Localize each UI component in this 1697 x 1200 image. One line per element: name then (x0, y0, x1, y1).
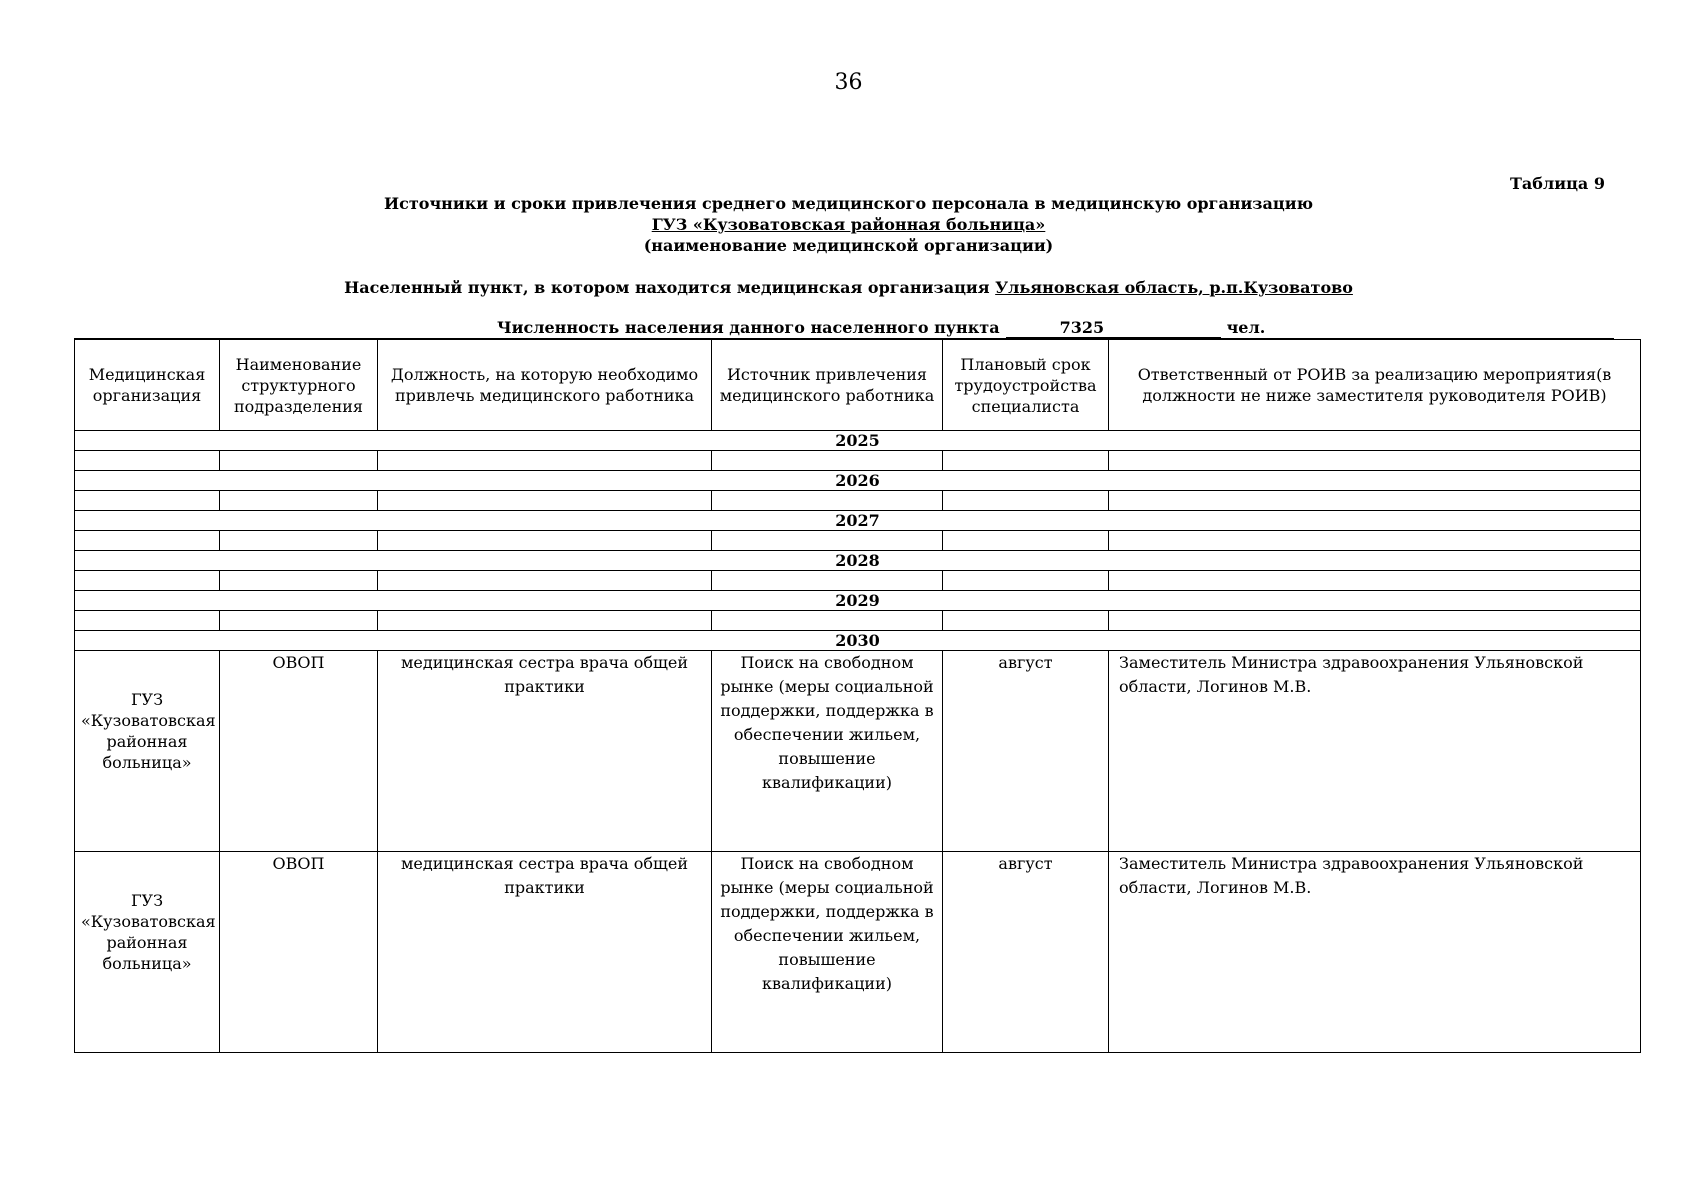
empty-cell (712, 611, 943, 631)
year-row (75, 551, 1641, 571)
title-line: Источники и сроки привлечения среднего медицинского персонала в медицинскую организацию (384, 194, 1313, 213)
cell-term: август (943, 651, 1109, 852)
empty-cell (1109, 491, 1641, 511)
empty-cell (1109, 531, 1641, 551)
empty-row (75, 451, 1641, 471)
location-line (0, 278, 1697, 297)
year-label: 2029 (75, 591, 1641, 611)
empty-cell (943, 571, 1109, 591)
population-label: Численность населения данного населенного пункта (497, 318, 1000, 337)
year-row (75, 471, 1641, 491)
empty-cell (712, 451, 943, 471)
header-position: Должность, на которую необходимо привлечь медицинского работника (378, 340, 712, 431)
year-label: 2027 (75, 511, 1641, 531)
document-title (0, 193, 1697, 256)
cell-department: ОВОП (220, 852, 378, 1053)
organization-name: ГУЗ «Кузоватовская районная больница» (651, 215, 1046, 234)
empty-row (75, 571, 1641, 591)
population-unit: чел. (1226, 318, 1266, 337)
empty-cell (943, 531, 1109, 551)
organization-caption: (наименование медицинской организации) (643, 236, 1054, 255)
empty-cell (75, 571, 220, 591)
empty-cell (75, 491, 220, 511)
empty-cell (220, 531, 378, 551)
cell-position: медицинская сестра врача общей практики (378, 852, 712, 1053)
cell-source: Поиск на свободном рынке (меры социальной поддержки, поддержка в обеспечении жильем, повышение квалификации) (712, 852, 943, 1053)
table-row (75, 651, 1641, 852)
year-row (75, 511, 1641, 531)
empty-cell (712, 571, 943, 591)
header-term: Плановый срок трудоустройства специалиста (943, 340, 1109, 431)
year-label: 2030 (75, 631, 1641, 651)
year-row (75, 431, 1641, 451)
empty-cell (75, 531, 220, 551)
location-value: Ульяновская область, р.п.Кузоватово (995, 278, 1353, 297)
cell-source: Поиск на свободном рынке (меры социальной поддержки, поддержка в обеспечении жильем, повышение квалификации) (712, 651, 943, 852)
header-department: Наименование структурного подразделения (220, 340, 378, 431)
table-header-row (75, 340, 1641, 431)
personnel-table (74, 339, 1641, 1053)
empty-cell (943, 491, 1109, 511)
empty-cell (378, 571, 712, 591)
empty-cell (712, 491, 943, 511)
year-row (75, 591, 1641, 611)
empty-cell (1109, 611, 1641, 631)
cell-term: август (943, 852, 1109, 1053)
cell-organization: ГУЗ «Кузоватовская районная больница» (75, 852, 220, 1053)
cell-organization: ГУЗ «Кузоватовская районная больница» (75, 651, 220, 852)
year-label: 2025 (75, 431, 1641, 451)
page-number: 36 (834, 70, 863, 95)
empty-row (75, 531, 1641, 551)
cell-responsible: Заместитель Министра здравоохранения Ульяновской области, Логинов М.В. (1109, 651, 1641, 852)
empty-cell (712, 531, 943, 551)
empty-row (75, 611, 1641, 631)
header-source: Источник привлечения медицинского работника (712, 340, 943, 431)
empty-cell (1109, 571, 1641, 591)
location-label: Населенный пункт, в котором находится медицинская организация (344, 278, 990, 297)
header-organization: Медицинская организация (75, 340, 220, 431)
population-line (497, 318, 1265, 338)
empty-cell (75, 611, 220, 631)
empty-cell (378, 491, 712, 511)
population-value: 7325 (1006, 318, 1221, 338)
empty-cell (220, 571, 378, 591)
year-label: 2026 (75, 471, 1641, 491)
cell-responsible: Заместитель Министра здравоохранения Ульяновской области, Логинов М.В. (1109, 852, 1641, 1053)
empty-cell (378, 451, 712, 471)
empty-cell (378, 611, 712, 631)
header-responsible: Ответственный от РОИВ за реализацию мероприятия(в должности не ниже заместителя руководителя РОИВ) (1109, 340, 1641, 431)
empty-cell (220, 611, 378, 631)
empty-cell (943, 451, 1109, 471)
empty-cell (75, 451, 220, 471)
year-row (75, 631, 1641, 651)
empty-cell (1109, 451, 1641, 471)
cell-position: медицинская сестра врача общей практики (378, 651, 712, 852)
table-label: Таблица 9 (1510, 174, 1605, 193)
empty-cell (220, 451, 378, 471)
year-label: 2028 (75, 551, 1641, 571)
cell-department: ОВОП (220, 651, 378, 852)
empty-cell (943, 611, 1109, 631)
empty-cell (378, 531, 712, 551)
table-row (75, 852, 1641, 1053)
empty-row (75, 491, 1641, 511)
empty-cell (220, 491, 378, 511)
